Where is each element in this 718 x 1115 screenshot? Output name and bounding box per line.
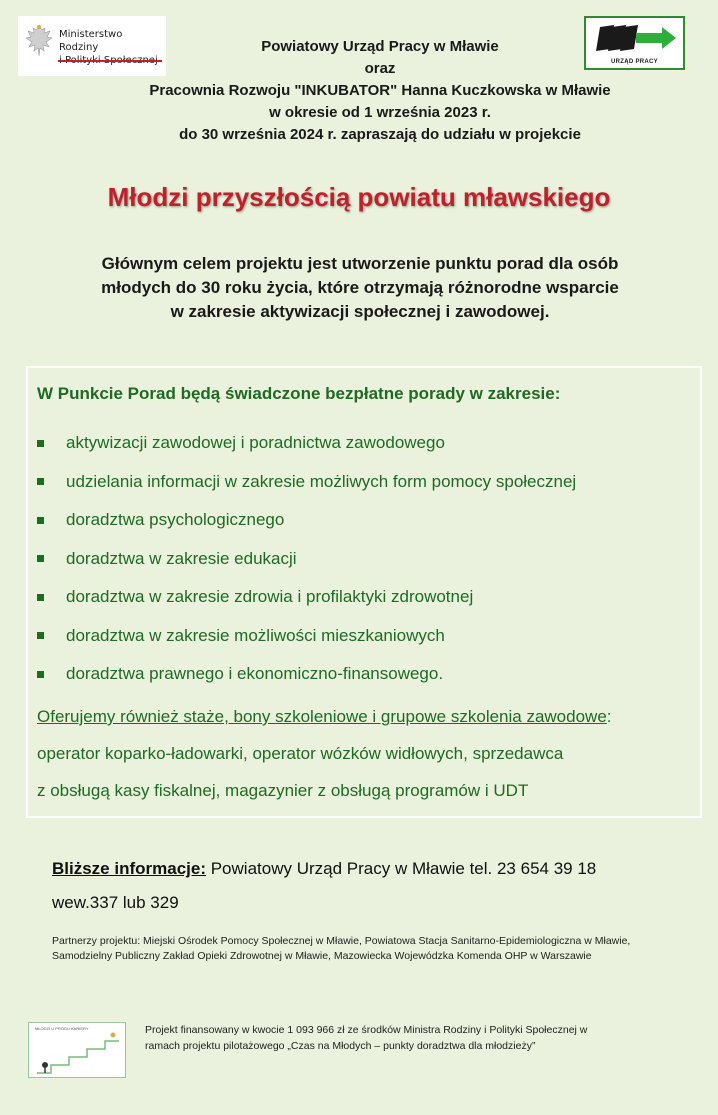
offer-section: [37, 698, 612, 809]
service-label: doradztwa w zakresie edukacji: [66, 548, 297, 568]
header-line-4: w okresie od 1 września 2023 r.: [269, 104, 491, 121]
offer-line-3: z obsługą kasy fiskalnej, magazynier z obsługą programów i UDT: [37, 781, 529, 800]
square-bullet-icon: [37, 632, 44, 639]
square-bullet-icon: [37, 671, 44, 678]
offer-line-2: operator koparko-ładowarki, operator wózków widłowych, sprzedawca: [37, 744, 564, 763]
header: [120, 36, 640, 146]
contact-line-1: [52, 852, 596, 886]
header-line-5: do 30 września 2024 r. zapraszają do udziału w projekcie: [179, 126, 581, 143]
funding-note: Projekt finansowany w kwocie 1 093 966 zł ze środków Ministra Rodziny i Polityki Społecznej w ramach projektu pilotażowego „Czas na Młodych – punkty doradztwa dla młodzieży”: [145, 1024, 588, 1052]
service-label: doradztwa w zakresie zdrowia i profilaktyki zdrowotnej: [66, 587, 474, 607]
project-logo: [28, 1022, 126, 1078]
goal-line-3: w zakresie aktywizacji społecznej i zawodowej.: [170, 302, 550, 321]
header-line-1: Powiatowy Urząd Pracy w Mławie: [261, 38, 499, 55]
project-logo-caption: MŁODZI U PROGU KARIERY: [35, 1026, 89, 1031]
services-heading: W Punkcie Porad będą świadczone bezpłatne porady w zakresie:: [37, 384, 561, 403]
list-item: [37, 463, 576, 502]
list-item: [37, 617, 576, 656]
contact-line-2: wew.337 lub 329: [52, 893, 179, 912]
service-label: doradztwa prawnego i ekonomiczno-finansowego.: [66, 664, 444, 684]
project-partners: Partnerzy projektu: Miejski Ośrodek Pomocy Społecznej w Mławie, Powiatowa Stacja Sanitarno-Epidemiologiczna w Mławie, Samodzielny Publiczny Zakład Opieki Zdrowotnej w Mławie, Mazowiecka Wojewódzka Komenda OHP w Warszawie: [52, 935, 631, 962]
offer-colon: :: [606, 707, 612, 726]
square-bullet-icon: [37, 478, 44, 485]
ministry-name-line1: Ministerstwo Rodziny: [59, 29, 123, 53]
list-item: [37, 578, 576, 617]
list-item: [37, 540, 576, 579]
office-logo-caption: URZĄD PRACY: [611, 59, 658, 65]
square-bullet-icon: [37, 555, 44, 562]
offer-underlined: Oferujemy również staże, bony szkoleniowe i grupowe szkolenia zawodowe: [37, 707, 607, 726]
career-stairs-icon: [31, 1031, 125, 1077]
list-item: [37, 424, 576, 463]
list-item: [37, 655, 576, 694]
service-label: udzielania informacji w zakresie możliwych form pomocy społecznej: [66, 471, 577, 491]
contact-info: [52, 852, 596, 920]
contact-label: Bliższe informacje:: [52, 859, 206, 878]
list-item: [37, 501, 576, 540]
goal-line-1: Głównym celem projektu jest utworzenie punktu porad dla osób: [101, 254, 619, 273]
offer-line-1: [37, 698, 612, 735]
service-label: doradztwa psychologicznego: [66, 510, 285, 530]
service-label: doradztwa w zakresie możliwości mieszkaniowych: [66, 625, 445, 645]
services-box: [26, 366, 702, 818]
project-goal: [40, 252, 680, 324]
services-list: [37, 424, 576, 694]
square-bullet-icon: [37, 594, 44, 601]
header-line-2: oraz: [364, 60, 396, 77]
square-bullet-icon: [37, 517, 44, 524]
service-label: aktywizacji zawodowej i poradnictwa zawodowego: [66, 433, 445, 453]
eagle-emblem-icon: [24, 22, 54, 62]
contact-text: Powiatowy Urząd Pracy w Mławie tel. 23 654 39 18: [206, 859, 597, 878]
square-bullet-icon: [37, 440, 44, 447]
header-line-3: Pracownia Rozwoju "INKUBATOR" Hanna Kuczkowska w Mławie: [149, 82, 611, 99]
goal-line-2: młodych do 30 roku życia, które otrzymają różnorodne wsparcie: [101, 278, 619, 297]
project-title: Młodzi przyszłością powiatu mławskiego: [107, 182, 611, 212]
